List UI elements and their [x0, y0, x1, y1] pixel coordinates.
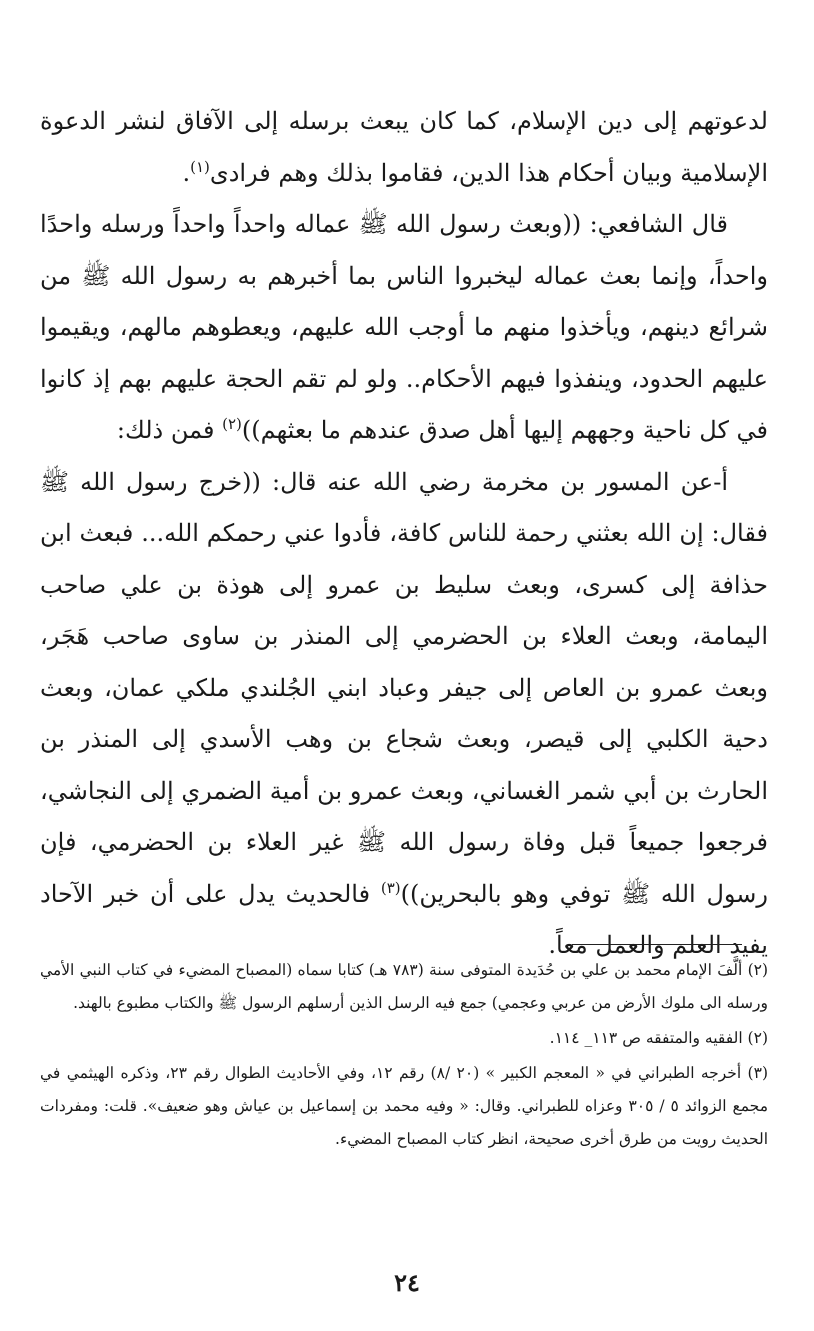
paragraph-3-text: أ-عن المسور بن مخرمة رضي الله عنه قال: ((خرج رسول الله ﷺ فقال: إن الله بعثني رحمة للناس كافة، فأدوا عني رحمكم الله... فبعث ابن حذافة إلى كسرى، وبعث سليط بن عمرو إلى هوذة بن علي صاحب اليمامة، وبعث العلاء بن الحضرمي إلى المنذر بن ساوى صاحب هَجَر، وبعث عمرو بن العاص إلى جيفر وعباد ابني الجُلندي ملكي عمان، وبعث دحية الكلبي إلى قيصر، وبعث شجاع بن وهب الأسدي إلى المنذر بن الحارث بن أبي شمر الغساني، وبعث عمرو بن أمية الضمري إلى النجاشي، فرجعوا جميعاً قبل وفاة رسول الله ﷺ غير العلاء بن الحضرمي، فإن رسول الله ﷺ توفي وهو بالبحرين)) [40, 467, 769, 908]
paragraph-3 [40, 457, 768, 972]
footnote-3: (٣) أخرجه الطبراني في « المعجم الكبير » (٢٠ /٨) رقم ١٢، وفي الأحاديث الطوال رقم ٢٣، وذكره الهيثمي في مجمع الزوائد ٥ / ٣٠٥ وعزاه للطبراني. وقال: « وفيه محمد بن إسماعيل بن عياش وهو ضعيف». قلت: ومفردات الحديث رويت من طرق أخرى صحيحة، انظر كتاب المصباح المضيء. [40, 1064, 768, 1148]
page-number: ٢٤ [394, 1268, 420, 1297]
paragraph-1-end: . [182, 158, 191, 187]
paragraph-1 [40, 96, 768, 199]
paragraph-2-text: قال الشافعي: ((وبعث رسول الله ﷺ عماله واحداً واحداً ورسله واحدًا واحداً، وإنما بعث عماله ليخبروا الناس بما أخبرهم به رسول الله ﷺ من شرائع دينهم، ويأخذوا منهم ما أوجب الله عليهم، ويعطوهم مالهم، ويقيموا عليهم الحدود، وينفذوا فيهم الأحكام.. ولو لم تقم الحجة عليهم بهم إذ كانوا في كل ناحية وجههم إليها أهل صدق عندهم ما بعثهم)) [40, 210, 768, 444]
footnote-marker-3: (٣) [380, 878, 401, 897]
footnote-separator [572, 944, 742, 945]
footnote-2: (٢) الفقيه والمتفقه ص ١١٣_ ١١٤. [549, 1029, 768, 1047]
paragraph-1-text: لدعوتهم إلى دين الإسلام، كما كان يبعث برسله إلى الآفاق لنشر الدعوة الإسلامية وبيان أحكام هذا الدين، فقاموا بذلك وهم فرادى [40, 107, 768, 187]
footnote-marker-1: (١) [190, 157, 210, 176]
paragraph-2-end: فمن ذلك: [116, 416, 223, 444]
body-text [40, 96, 768, 972]
footnote-1: (٢) ألَّفَ الإمام محمد بن علي بن حُدَيدة المتوفى سنة (٧٨٣ هـ) كتابا سماه (المصباح المضيء في كتاب النبي الأمي ورسله الى ملوك الأرض من عربي وعجمي) جمع فيه الرسل الذين أرسلهم الرسول ﷺ والكتاب مطبوع بالهند. [40, 961, 769, 1012]
footnote-marker-2: (٢) [222, 415, 242, 433]
paragraph-3-end: فالحديث يدل على أن خبر الآحاد يفيد العلم والعمل معاً. [40, 879, 768, 959]
main-text [40, 96, 768, 972]
paragraph-2 [40, 199, 768, 457]
footnotes [40, 954, 768, 1158]
